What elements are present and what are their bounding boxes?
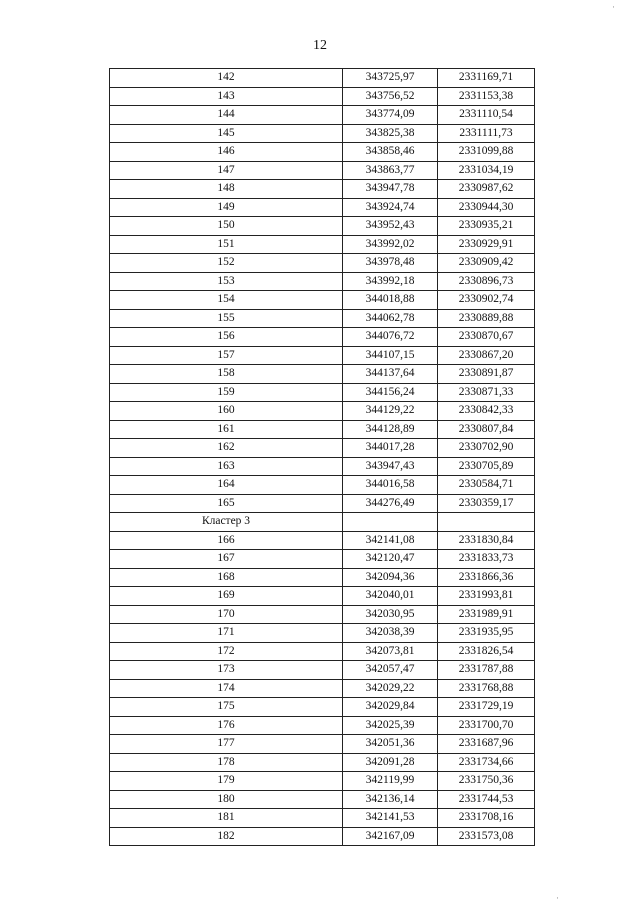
x-coordinate-cell: 343774,09 [343, 106, 438, 125]
point-number-cell: 180 [110, 790, 343, 809]
y-coordinate-cell: 2330944,30 [438, 198, 535, 217]
x-coordinate-cell: 342057,47 [343, 661, 438, 680]
table-row [110, 235, 535, 254]
table-row [110, 494, 535, 513]
x-coordinate-cell: 342091,28 [343, 753, 438, 772]
y-coordinate-cell: 2330902,74 [438, 291, 535, 310]
y-coordinate-cell: 2330871,33 [438, 383, 535, 402]
point-number-cell: 155 [110, 309, 343, 328]
y-coordinate-cell: 2331935,95 [438, 624, 535, 643]
y-coordinate-cell: 2330929,91 [438, 235, 535, 254]
table-row [110, 605, 535, 624]
x-coordinate-cell: 344018,88 [343, 291, 438, 310]
x-coordinate-cell: 343858,46 [343, 143, 438, 162]
table-row [110, 568, 535, 587]
point-number-cell: 181 [110, 809, 343, 828]
table-row [110, 383, 535, 402]
y-coordinate-cell: 2331787,88 [438, 661, 535, 680]
y-coordinate-cell: 2331826,54 [438, 642, 535, 661]
point-number-cell: 166 [110, 531, 343, 550]
coordinates-table-body [110, 69, 535, 846]
empty-cell [438, 513, 535, 532]
y-coordinate-cell: 2331034,19 [438, 161, 535, 180]
y-coordinate-cell: 2331099,88 [438, 143, 535, 162]
y-coordinate-cell: 2330807,84 [438, 420, 535, 439]
point-number-cell: 142 [110, 69, 343, 88]
y-coordinate-cell: 2330867,20 [438, 346, 535, 365]
table-row [110, 587, 535, 606]
point-number-cell: 176 [110, 716, 343, 735]
table-row [110, 753, 535, 772]
x-coordinate-cell: 344276,49 [343, 494, 438, 513]
table-row [110, 198, 535, 217]
x-coordinate-cell: 344128,89 [343, 420, 438, 439]
y-coordinate-cell: 2330891,87 [438, 365, 535, 384]
x-coordinate-cell: 342038,39 [343, 624, 438, 643]
x-coordinate-cell: 343978,48 [343, 254, 438, 273]
x-coordinate-cell: 342073,81 [343, 642, 438, 661]
empty-cell [343, 513, 438, 532]
page-number: 12 [313, 38, 327, 53]
y-coordinate-cell: 2331734,66 [438, 753, 535, 772]
point-number-cell: 165 [110, 494, 343, 513]
point-number-cell: 162 [110, 439, 343, 458]
table-row [110, 365, 535, 384]
x-coordinate-cell: 343947,78 [343, 180, 438, 199]
table-row [110, 735, 535, 754]
y-coordinate-cell: 2330896,73 [438, 272, 535, 291]
x-coordinate-cell: 344017,28 [343, 439, 438, 458]
y-coordinate-cell: 2330987,62 [438, 180, 535, 199]
x-coordinate-cell: 343725,97 [343, 69, 438, 88]
table-row [110, 69, 535, 88]
table-row [110, 457, 535, 476]
table-row [110, 309, 535, 328]
y-coordinate-cell: 2330584,71 [438, 476, 535, 495]
y-coordinate-cell: 2331708,16 [438, 809, 535, 828]
y-coordinate-cell: 2331687,96 [438, 735, 535, 754]
x-coordinate-cell: 343992,02 [343, 235, 438, 254]
y-coordinate-cell: 2330705,89 [438, 457, 535, 476]
point-number-cell: 161 [110, 420, 343, 439]
y-coordinate-cell: 2330842,33 [438, 402, 535, 421]
y-coordinate-cell: 2331866,36 [438, 568, 535, 587]
point-number-cell: 175 [110, 698, 343, 717]
table-row [110, 346, 535, 365]
x-coordinate-cell: 342167,09 [343, 827, 438, 846]
x-coordinate-cell: 343992,18 [343, 272, 438, 291]
x-coordinate-cell: 344156,24 [343, 383, 438, 402]
y-coordinate-cell: 2331169,71 [438, 69, 535, 88]
point-number-cell: 156 [110, 328, 343, 347]
point-number-cell: 151 [110, 235, 343, 254]
x-coordinate-cell: 342119,99 [343, 772, 438, 791]
table-row [110, 679, 535, 698]
point-number-cell: 168 [110, 568, 343, 587]
x-coordinate-cell: 342040,01 [343, 587, 438, 606]
table-row [110, 161, 535, 180]
y-coordinate-cell: 2330935,21 [438, 217, 535, 236]
table-row [110, 809, 535, 828]
point-number-cell: 146 [110, 143, 343, 162]
point-number-cell: 148 [110, 180, 343, 199]
table-row [110, 531, 535, 550]
y-coordinate-cell: 2331744,53 [438, 790, 535, 809]
point-number-cell: 143 [110, 87, 343, 106]
point-number-cell: 177 [110, 735, 343, 754]
table-row [110, 716, 535, 735]
x-coordinate-cell: 342120,47 [343, 550, 438, 569]
point-number-cell: 179 [110, 772, 343, 791]
y-coordinate-cell: 2331729,19 [438, 698, 535, 717]
table-row [110, 328, 535, 347]
table-row [110, 87, 535, 106]
point-number-cell: 144 [110, 106, 343, 125]
y-coordinate-cell: 2331833,73 [438, 550, 535, 569]
point-number-cell: 160 [110, 402, 343, 421]
point-number-cell: 170 [110, 605, 343, 624]
x-coordinate-cell: 342141,08 [343, 531, 438, 550]
point-number-cell: 171 [110, 624, 343, 643]
point-number-cell: 167 [110, 550, 343, 569]
point-number-cell: 154 [110, 291, 343, 310]
y-coordinate-cell: 2331989,91 [438, 605, 535, 624]
y-coordinate-cell: 2330702,90 [438, 439, 535, 458]
table-row [110, 180, 535, 199]
x-coordinate-cell: 344076,72 [343, 328, 438, 347]
y-coordinate-cell: 2330889,88 [438, 309, 535, 328]
x-coordinate-cell: 342136,14 [343, 790, 438, 809]
x-coordinate-cell: 344129,22 [343, 402, 438, 421]
x-coordinate-cell: 342030,95 [343, 605, 438, 624]
point-number-cell: 159 [110, 383, 343, 402]
table-row [110, 439, 535, 458]
y-coordinate-cell: 2331110,54 [438, 106, 535, 125]
coordinates-table [109, 68, 535, 846]
cluster-header-row [110, 513, 535, 532]
y-coordinate-cell: 2331153,38 [438, 87, 535, 106]
table-row [110, 624, 535, 643]
table-row [110, 476, 535, 495]
table-row [110, 661, 535, 680]
point-number-cell: 149 [110, 198, 343, 217]
table-row [110, 698, 535, 717]
point-number-cell: 153 [110, 272, 343, 291]
x-coordinate-cell: 342025,39 [343, 716, 438, 735]
y-coordinate-cell: 2330870,67 [438, 328, 535, 347]
x-coordinate-cell: 343863,77 [343, 161, 438, 180]
table-row [110, 827, 535, 846]
point-number-cell: 152 [110, 254, 343, 273]
y-coordinate-cell: 2331993,81 [438, 587, 535, 606]
table-row [110, 272, 535, 291]
point-number-cell: 150 [110, 217, 343, 236]
y-coordinate-cell: 2331700,70 [438, 716, 535, 735]
table-row [110, 402, 535, 421]
table-row [110, 254, 535, 273]
x-coordinate-cell: 342051,36 [343, 735, 438, 754]
y-coordinate-cell: 2330359,17 [438, 494, 535, 513]
x-coordinate-cell: 344016,58 [343, 476, 438, 495]
corner-mark-top: · [612, 2, 615, 12]
x-coordinate-cell: 343756,52 [343, 87, 438, 106]
point-number-cell: 174 [110, 679, 343, 698]
table-row [110, 642, 535, 661]
point-number-cell: 164 [110, 476, 343, 495]
y-coordinate-cell: 2331768,88 [438, 679, 535, 698]
point-number-cell: 145 [110, 124, 343, 143]
x-coordinate-cell: 343825,38 [343, 124, 438, 143]
point-number-cell: 182 [110, 827, 343, 846]
x-coordinate-cell: 342141,53 [343, 809, 438, 828]
y-coordinate-cell: 2330909,42 [438, 254, 535, 273]
point-number-cell: 158 [110, 365, 343, 384]
y-coordinate-cell: 2331573,08 [438, 827, 535, 846]
cluster-label: Кластер 3 [110, 513, 343, 532]
point-number-cell: 169 [110, 587, 343, 606]
point-number-cell: 147 [110, 161, 343, 180]
table-row [110, 106, 535, 125]
table-row [110, 124, 535, 143]
x-coordinate-cell: 344107,15 [343, 346, 438, 365]
x-coordinate-cell: 342029,84 [343, 698, 438, 717]
table-row [110, 420, 535, 439]
y-coordinate-cell: 2331830,84 [438, 531, 535, 550]
point-number-cell: 173 [110, 661, 343, 680]
x-coordinate-cell: 342029,22 [343, 679, 438, 698]
table-row [110, 550, 535, 569]
point-number-cell: 172 [110, 642, 343, 661]
y-coordinate-cell: 2331750,36 [438, 772, 535, 791]
table-row [110, 790, 535, 809]
table-row [110, 143, 535, 162]
point-number-cell: 157 [110, 346, 343, 365]
corner-mark-bottom: · [556, 893, 559, 903]
x-coordinate-cell: 343924,74 [343, 198, 438, 217]
x-coordinate-cell: 342094,36 [343, 568, 438, 587]
x-coordinate-cell: 343947,43 [343, 457, 438, 476]
table-row [110, 772, 535, 791]
table-row [110, 291, 535, 310]
point-number-cell: 163 [110, 457, 343, 476]
x-coordinate-cell: 343952,43 [343, 217, 438, 236]
y-coordinate-cell: 2331111,73 [438, 124, 535, 143]
point-number-cell: 178 [110, 753, 343, 772]
x-coordinate-cell: 344062,78 [343, 309, 438, 328]
table-row [110, 217, 535, 236]
x-coordinate-cell: 344137,64 [343, 365, 438, 384]
